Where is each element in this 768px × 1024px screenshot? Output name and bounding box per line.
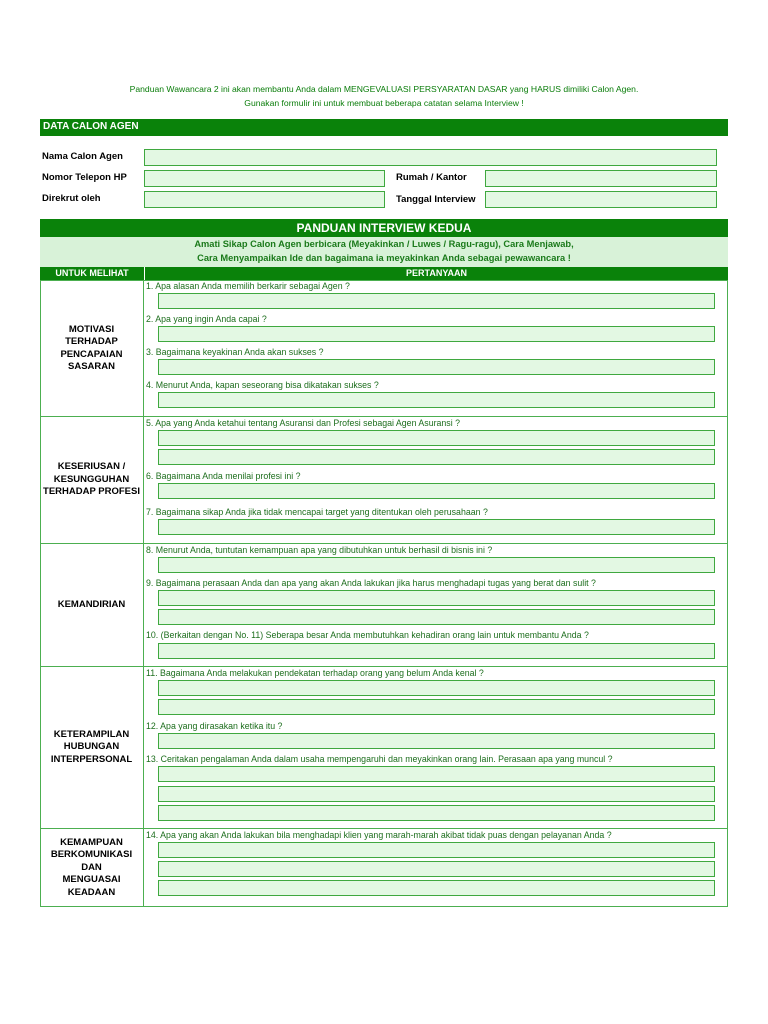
answer-field-5b[interactable] (158, 449, 715, 465)
question-11: 11. Bagaimana Anda melakukan pendekatan terhadap orang yang belum Anda kenal ? (146, 668, 484, 678)
question-5: 5. Apa yang Anda ketahui tentang Asuransi dan Profesi sebagai Agen Asuransi ? (146, 418, 460, 428)
answer-field-14b[interactable] (158, 861, 715, 877)
answer-field-13a[interactable] (158, 766, 715, 782)
answer-field-8[interactable] (158, 557, 715, 573)
phone-label: Nomor Telepon HP (42, 172, 127, 183)
section-divider (40, 543, 728, 544)
guide-title: PANDUAN INTERVIEW KEDUA (40, 219, 728, 237)
answer-field-3[interactable] (158, 359, 715, 375)
home-office-field[interactable] (485, 170, 717, 187)
question-12: 12. Apa yang dirasakan ketika itu ? (146, 721, 283, 731)
answer-field-10[interactable] (158, 643, 715, 659)
question-14: 14. Apa yang akan Anda lakukan bila menghadapi klien yang marah-marah akibat tidak puas dengan pelayanan Anda ? (146, 830, 612, 840)
question-3: 3. Bagaimana keyakinan Anda akan sukses ? (146, 347, 324, 357)
intro-line-1: Panduan Wawancara 2 ini akan membantu Anda dalam MENGEVALUASI PERSYARATAN DASAR yang HARUS dimiliki Calon Agen. (129, 84, 639, 94)
answer-field-2[interactable] (158, 326, 715, 342)
answer-field-14a[interactable] (158, 842, 715, 858)
section-label-komunikasi: KEMAMPUAN BERKOMUNIKASI DAN MENGUASAI KEADAAN (50, 836, 133, 898)
answer-field-11b[interactable] (158, 699, 715, 715)
answer-field-11a[interactable] (158, 680, 715, 696)
guide-instructions (40, 237, 728, 267)
answer-field-12[interactable] (158, 733, 715, 749)
column-header-pertanyaan: PERTANYAAN (145, 267, 728, 280)
section-divider (40, 828, 728, 829)
answer-field-1[interactable] (158, 293, 715, 309)
home-office-label: Rumah / Kantor (396, 172, 467, 183)
candidate-name-label: Nama Calon Agen (42, 151, 123, 162)
answer-field-13c[interactable] (158, 805, 715, 821)
question-2: 2. Apa yang ingin Anda capai ? (146, 314, 267, 324)
answer-field-5a[interactable] (158, 430, 715, 446)
answer-field-6[interactable] (158, 483, 715, 499)
candidate-data-header: DATA CALON AGEN (40, 119, 728, 136)
section-label-keseriusan: KESERIUSAN / KESUNGGUHAN TERHADAP PROFESI (43, 461, 140, 498)
table-column-divider (143, 280, 144, 907)
section-divider (40, 416, 728, 417)
interview-date-label: Tanggal Interview (396, 194, 476, 205)
question-6: 6. Bagaimana Anda menilai profesi ini ? (146, 471, 301, 481)
answer-field-9a[interactable] (158, 590, 715, 606)
section-divider (40, 666, 728, 667)
interview-date-field[interactable] (485, 191, 717, 208)
question-8: 8. Menurut Anda, tuntutan kemampuan apa yang dibutuhkan untuk berhasil di bisnis ini ? (146, 545, 493, 555)
candidate-name-field[interactable] (144, 149, 717, 166)
phone-field[interactable] (144, 170, 385, 187)
recruiter-label: Direkrut oleh (42, 193, 101, 204)
question-4: 4. Menurut Anda, kapan seseorang bisa dikatakan sukses ? (146, 380, 379, 390)
section-label-kemandirian: KEMANDIRIAN (57, 598, 126, 610)
question-1: 1. Apa alasan Anda memilih berkarir sebagai Agen ? (146, 281, 350, 291)
question-7: 7. Bagaimana sikap Anda jika tidak mencapai target yang ditentukan oleh perusahaan ? (146, 507, 488, 517)
column-header-untuk-melihat: UNTUK MELIHAT (40, 267, 144, 280)
answer-field-4[interactable] (158, 392, 715, 408)
guide-instruction-line-1: Amati Sikap Calon Agen berbicara (Meyakinkan / Luwes / Ragu-ragu), Cara Menjawab, (194, 239, 574, 249)
answer-field-13b[interactable] (158, 786, 715, 802)
answer-field-7[interactable] (158, 519, 715, 535)
question-13: 13. Ceritakan pengalaman Anda dalam usaha mempengaruhi dan meyakinkan orang lain. Perasaan apa yang muncul ? (146, 754, 613, 764)
question-10: 10. (Berkaitan dengan No. 11) Seberapa besar Anda membutuhkan kehadiran orang lain untuk membantu Anda ? (146, 630, 589, 640)
answer-field-14c[interactable] (158, 880, 715, 896)
question-9: 9. Bagaimana perasaan Anda dan apa yang akan Anda lakukan jika harus menghadapi tugas yang berat dan sulit ? (146, 578, 596, 588)
section-label-interpersonal: KETERAMPILAN HUBUNGAN INTERPERSONAL (50, 728, 133, 765)
answer-field-9b[interactable] (158, 609, 715, 625)
section-label-motivasi: MOTIVASI TERHADAP PENCAPAIAN SASARAN (60, 323, 123, 372)
guide-instruction-line-2: Cara Menyampaikan Ide dan bagaimana ia meyakinkan Anda sebagai pewawancara ! (197, 252, 571, 263)
recruiter-field[interactable] (144, 191, 385, 208)
intro-line-2: Gunakan formulir ini untuk membuat beberapa catatan selama Interview ! (244, 98, 524, 108)
